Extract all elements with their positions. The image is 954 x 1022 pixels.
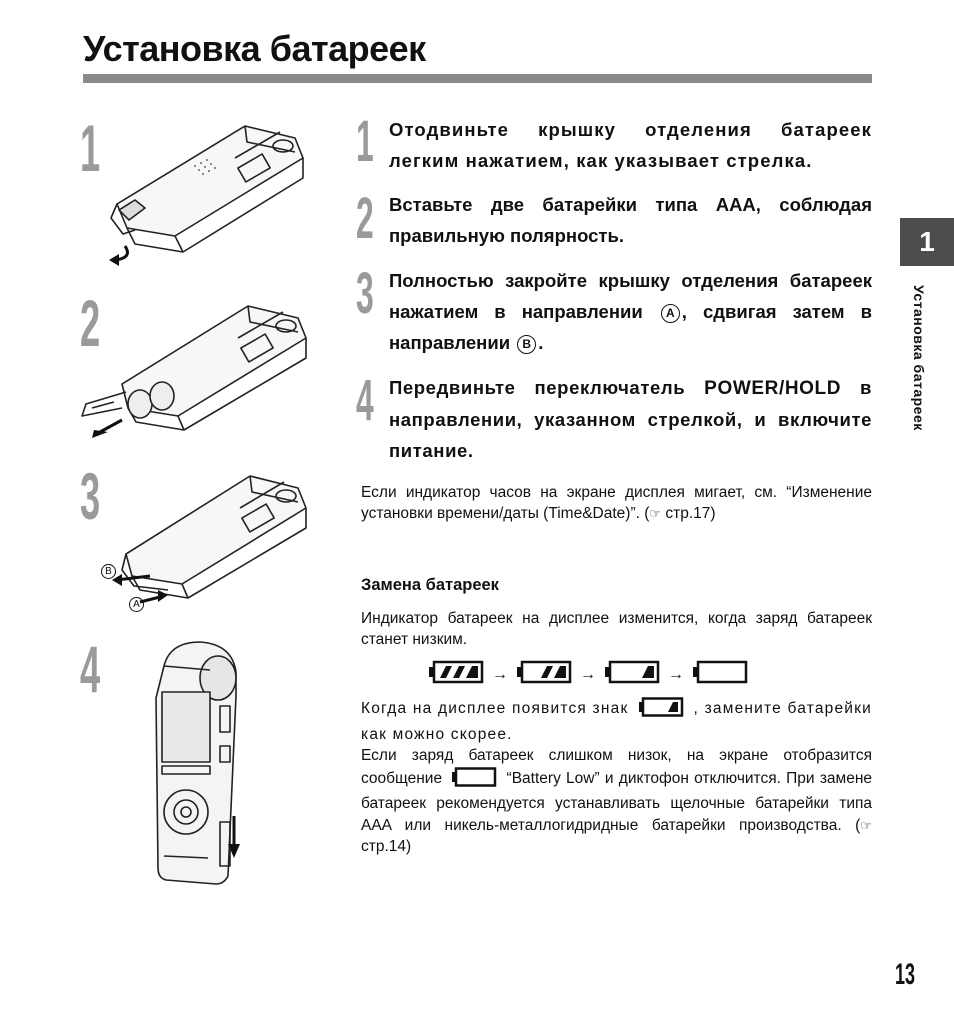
- replacement-intro: Индикатор батареек на дисплее изменится, когда заряд батареек станет низким.: [361, 610, 872, 648]
- battery-level-icon: [428, 660, 484, 689]
- battery-level-icon: [604, 660, 660, 689]
- step-3-text-middle: , сдвигая затем в направлении: [389, 301, 872, 353]
- battery-low-icon: [638, 697, 684, 724]
- sequence-arrow: →: [668, 665, 684, 683]
- reference-icon-2: ☞: [860, 817, 872, 833]
- step-number-3: 3: [356, 261, 374, 326]
- replacement-p1-before: Когда на дисплее появится знак: [361, 700, 634, 717]
- figure-3-label-b: B: [101, 564, 116, 579]
- power-hold-keyword: POWER/HOLD: [704, 378, 842, 399]
- replacement-p2-before: Если заряд батареек слишком низок, на экране отобразится сообщение: [361, 747, 872, 787]
- replacement-p2-after: “Battery Low” и диктофон отключится. При замене батареек рекомендуется устанавливать щелочные батарейки типа AAA или никель-металлогидридные батарейки производства. (: [361, 769, 872, 834]
- page-number: 13: [895, 958, 916, 991]
- figure-number-3: 3: [80, 459, 101, 533]
- step-4-text-before: Передвиньте переключатель: [389, 377, 705, 398]
- chapter-side-label: Установка батареек: [911, 285, 927, 431]
- replacement-ref-page: стр.14): [361, 838, 412, 855]
- figure-power-switch: [150, 636, 245, 886]
- step-number-2: 2: [356, 186, 374, 251]
- chapter-tab: 1: [900, 218, 954, 266]
- figure-insert-batteries: [78, 286, 310, 442]
- step-number-4: 4: [356, 368, 374, 433]
- step-2-text: Вставьте две батарейки типа AAA, соблюдая правильную полярность.: [389, 194, 872, 246]
- time-note-ref-page: стр.17): [661, 505, 716, 522]
- sequence-arrow: →: [580, 665, 596, 683]
- figure-number-1: 1: [80, 111, 101, 185]
- step-3-text-after: .: [538, 332, 544, 353]
- replacement-heading: Замена батареек: [361, 576, 499, 594]
- step-3-text-before: Полностью закройте крышку отделения батареек нажатием в направлении: [389, 270, 872, 322]
- sequence-arrow: →: [492, 665, 508, 683]
- direction-a-label: A: [661, 304, 680, 323]
- battery-level-icon: [692, 660, 748, 689]
- battery-level-sequence: [428, 660, 748, 689]
- battery-level-icon: [516, 660, 572, 689]
- step-4-text: [389, 372, 872, 466]
- replacement-instructions: [361, 697, 872, 858]
- battery-empty-icon: [451, 767, 497, 794]
- step-4-text-after: в направлении, указанном стрелкой, и включите питание.: [389, 377, 873, 461]
- reference-icon: ☞: [649, 506, 662, 521]
- figure-number-4: 4: [80, 632, 101, 706]
- figure-open-battery-cover: [105, 118, 310, 268]
- time-note-text: Если индикатор часов на экране дисплея мигает, см. “Изменение установки времени/даты (Time&Date)”. (: [361, 484, 872, 522]
- step-3-text: [389, 265, 872, 358]
- step-1-text: Отодвиньте крышку отделения батареек легким нажатием, как указывает стрелка.: [389, 119, 872, 171]
- replacement-p1-after: , замените батарейки как можно скорее.: [361, 700, 872, 743]
- step-number-1: 1: [356, 109, 374, 174]
- direction-b-label: B: [517, 335, 536, 354]
- page-title: Установка батареек: [83, 28, 426, 69]
- figure-3-label-a: A: [129, 597, 144, 612]
- figure-close-battery-cover: [98, 466, 310, 621]
- figure-number-2: 2: [80, 286, 101, 360]
- time-note: [361, 482, 872, 524]
- title-rule: [83, 74, 872, 83]
